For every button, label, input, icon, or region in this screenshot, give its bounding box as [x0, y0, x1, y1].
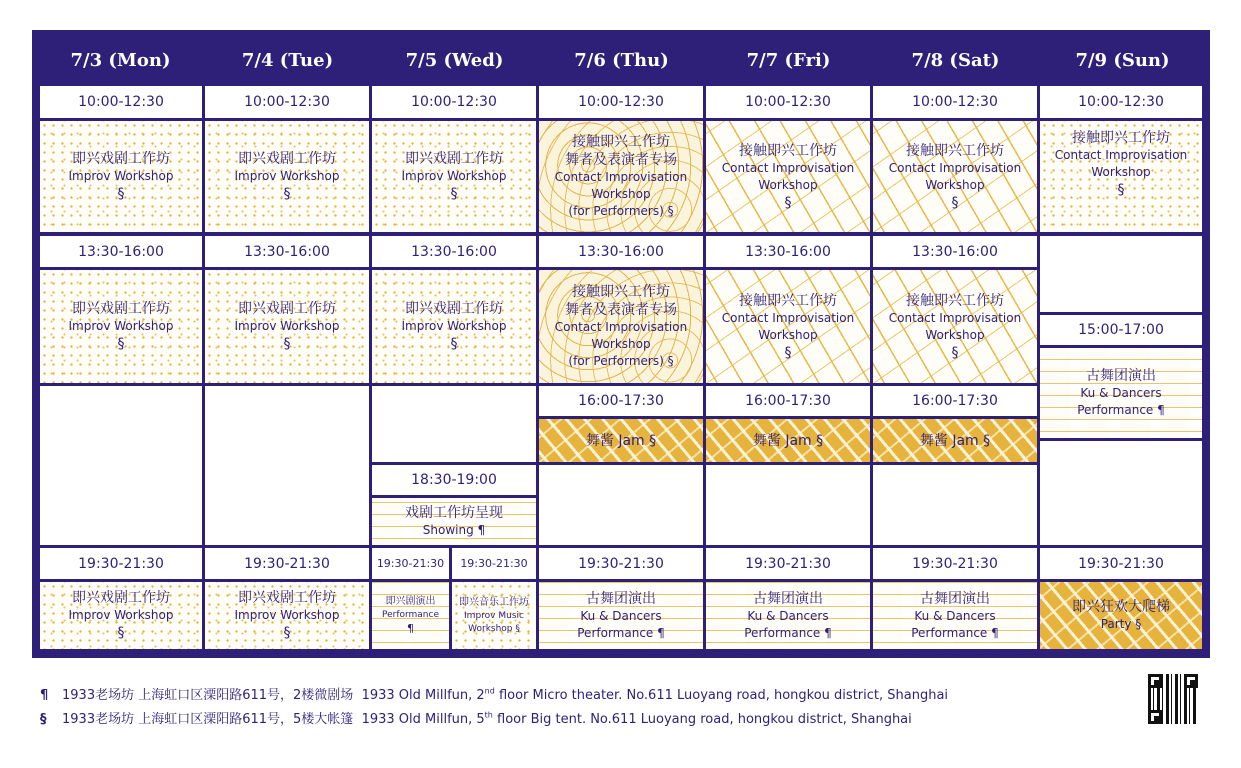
- event-title-zh: 即兴戏剧工作坊: [238, 301, 336, 317]
- event-subtitle-en: (for Performers) §: [568, 204, 674, 218]
- event-title-zh: 戏剧工作坊呈现: [405, 505, 503, 521]
- event-title-en: Workshop: [758, 177, 818, 192]
- event-showing: [372, 498, 536, 545]
- venue-mark: §: [1117, 182, 1125, 198]
- event-title: 舞酱 Jam §: [585, 432, 657, 449]
- day-header-thu: 7/6 (Thu): [574, 49, 669, 71]
- time-slot: 10:00-12:30: [40, 86, 202, 118]
- day-header-tue: 7/4 (Tue): [241, 49, 334, 71]
- event-title-en: Workshop: [591, 187, 651, 201]
- event-ku-dancers-performance: [539, 582, 703, 649]
- event-ku-dancers-performance: [1040, 348, 1202, 438]
- empty-slot: [1040, 236, 1202, 312]
- event-subtitle-en: (for Performers) §: [568, 354, 674, 368]
- footnote-zh: 1933老场坊 上海虹口区溧阳路611号，5楼大帐篷: [62, 712, 354, 727]
- event-ci-workshop: [706, 270, 870, 383]
- event-title-zh: 即兴音乐工作坊: [459, 596, 529, 608]
- time-slot: 13:30-16:00: [706, 236, 870, 267]
- event-improv-workshop: [205, 121, 369, 232]
- event-subtitle-en: Performance ¶: [577, 625, 665, 640]
- event-title-zh: 古舞团演出: [920, 590, 990, 607]
- event-title-en: Improv Workshop: [234, 169, 340, 183]
- event-title-zh: 接触即兴工作坊: [1072, 130, 1170, 146]
- time-slot: 10:00-12:30: [873, 86, 1037, 118]
- event-subtitle-en: Performance ¶: [744, 625, 832, 640]
- event-title-en: Ku & Dancers: [747, 608, 829, 623]
- event-title-zh: 古舞团演出: [586, 590, 656, 607]
- event-ci-workshop: [873, 270, 1037, 383]
- footnote-zh: 1933老场坊 上海虹口区溧阳路611号，2楼微剧场: [62, 688, 354, 703]
- venue-mark: §: [450, 186, 458, 202]
- day-header-sat: 7/8 (Sat): [911, 49, 1000, 71]
- day-header-mon: 7/3 (Mon): [70, 49, 171, 71]
- event-title-zh: 接触即兴工作坊: [739, 292, 837, 309]
- event-ci-performers-workshop: [539, 121, 703, 232]
- event-title-en: Contact Improvisation: [721, 160, 855, 175]
- time-slot: 19:30-21:30: [539, 548, 703, 579]
- section-mark: §: [40, 712, 47, 727]
- time-slot: 16:00-17:30: [539, 386, 703, 416]
- day-header-sun: 7/9 (Sun): [1075, 49, 1170, 71]
- event-subtitle-en: Performance ¶: [911, 625, 999, 640]
- venue-mark: §: [784, 194, 792, 211]
- event-title-en: Contact Improvisation: [554, 170, 688, 184]
- time-slot: 15:00-17:00: [1040, 315, 1202, 345]
- event-title-en: Showing ¶: [422, 523, 486, 537]
- empty-slot: [40, 386, 202, 545]
- event-title-zh: 古舞团演出: [753, 590, 823, 607]
- event-jam: [539, 419, 703, 462]
- event-title-en: Workshop: [758, 327, 818, 342]
- event-improv-workshop: [40, 121, 202, 232]
- empty-slot: [205, 386, 369, 545]
- event-title-en: Improv Workshop: [234, 608, 340, 622]
- day-header-fri: 7/7 (Fri): [746, 49, 831, 71]
- time-slot: 13:30-16:00: [205, 236, 369, 267]
- event-subtitle-zh: 舞者及表演者专场: [565, 152, 677, 168]
- event-ku-dancers-performance: [706, 582, 870, 649]
- footnote-ordinal: nd: [484, 686, 495, 696]
- venue-mark: §: [283, 336, 291, 352]
- event-title-en: Improv Workshop: [401, 169, 507, 183]
- empty-slot: [1040, 441, 1202, 545]
- event-title-en: Improv Workshop: [68, 169, 174, 183]
- time-slot: 16:00-17:30: [873, 386, 1037, 416]
- event-title-en: Contact Improvisation: [721, 310, 855, 325]
- event-improv-workshop: [40, 270, 202, 383]
- event-party: [1040, 582, 1202, 649]
- time-slot: 10:00-12:30: [539, 86, 703, 118]
- time-slot: 13:30-16:00: [372, 236, 536, 267]
- day-header-wed: 7/5 (Wed): [405, 49, 504, 71]
- time-slot: 10:00-12:30: [706, 86, 870, 118]
- event-title-zh: 即兴戏剧工作坊: [405, 301, 503, 317]
- event-title-en: Contact Improvisation: [888, 310, 1022, 325]
- event-title-zh: 即兴戏剧工作坊: [238, 590, 336, 606]
- footnote-en: 1933 Old Millfun, 5: [361, 712, 485, 727]
- event-title-zh: 接触即兴工作坊: [572, 134, 670, 150]
- time-slot: 19:30-21:30: [205, 548, 369, 579]
- event-improv-workshop: [205, 582, 369, 649]
- time-slot: 13:30-16:00: [40, 236, 202, 267]
- event-title-zh: 接触即兴工作坊: [572, 284, 670, 300]
- footnote-en-rest: floor Big tent. No.611 Luoyang road, hongkou district, Shanghai: [492, 712, 912, 727]
- venue-mark: §: [951, 194, 959, 211]
- time-slot: 19:30-21:30: [40, 548, 202, 579]
- empty-slot: [372, 386, 536, 462]
- event-title-en: Improv Music: [464, 610, 524, 621]
- venue-mark: §: [117, 336, 125, 352]
- venue-mark: §: [117, 186, 125, 202]
- event-title-en: Workshop: [925, 327, 985, 342]
- venue-mark: §: [283, 186, 291, 202]
- venue-mark: §: [117, 625, 125, 641]
- time-slot: 18:30-19:00: [372, 465, 536, 495]
- event-title-en: Performance: [381, 610, 440, 620]
- pilcrow-mark: ¶: [40, 688, 49, 703]
- event-title-en: Improv Workshop: [234, 319, 340, 333]
- event-improv-workshop: [372, 121, 536, 232]
- event-improv-performance: [372, 582, 449, 649]
- event-title-en: Improv Workshop: [401, 319, 507, 333]
- time-slot: 19:30-21:30: [1040, 548, 1202, 579]
- event-title-zh: 即兴剧演出: [385, 596, 436, 607]
- event-title-zh: 即兴戏剧工作坊: [238, 151, 336, 167]
- event-subtitle-en: Workshop §: [468, 623, 520, 634]
- event-title-zh: 接触即兴工作坊: [906, 142, 1004, 159]
- time-slot: 19:30-21:30: [372, 548, 449, 579]
- event-title-en: Workshop: [1091, 165, 1151, 179]
- empty-slot: [539, 465, 703, 545]
- footnote-en: 1933 Old Millfun, 2: [361, 688, 485, 703]
- footnote-venue-2f: [40, 684, 948, 703]
- time-slot: 13:30-16:00: [873, 236, 1037, 267]
- time-slot: 10:00-12:30: [372, 86, 536, 118]
- event-title-en: Contact Improvisation: [554, 320, 688, 334]
- event-title-en: Ku & Dancers: [580, 608, 662, 623]
- event-title-zh: 即兴戏剧工作坊: [72, 590, 170, 606]
- event-subtitle-en: Performance ¶: [1077, 403, 1165, 417]
- venue-mark: §: [784, 344, 792, 361]
- footnote-venue-5f: [40, 708, 912, 727]
- event-ci-workshop: [1040, 121, 1202, 232]
- event-title-en: Workshop: [925, 177, 985, 192]
- event-ku-dancers-performance: [873, 582, 1037, 649]
- time-slot: 19:30-21:30: [873, 548, 1037, 579]
- event-ci-performers-workshop: [539, 270, 703, 383]
- event-title-en: Ku & Dancers: [1080, 386, 1162, 400]
- venue-mark: §: [951, 344, 959, 361]
- event-title-en: Contact Improvisation: [888, 160, 1022, 175]
- event-title-zh: 即兴戏剧工作坊: [72, 301, 170, 317]
- footnote-ordinal: th: [484, 710, 493, 720]
- event-title: 舞酱 Jam §: [919, 432, 991, 449]
- time-slot: 19:30-21:30: [706, 548, 870, 579]
- empty-slot: [873, 465, 1037, 545]
- event-subtitle-zh: 舞者及表演者专场: [565, 302, 677, 318]
- event-improv-workshop: [40, 582, 202, 649]
- event-jam: [706, 419, 870, 462]
- event-improv-workshop: [205, 270, 369, 383]
- footnote-en-rest: floor Micro theater. No.611 Luoyang road, hongkou district, Shanghai: [494, 688, 949, 703]
- event-title-zh: 即兴狂欢大爬梯: [1072, 599, 1170, 615]
- time-slot: 10:00-12:30: [1040, 86, 1202, 118]
- event-ci-workshop: [873, 121, 1037, 232]
- event-title-en: Improv Workshop: [68, 319, 174, 333]
- event-title-en: Party §: [1100, 617, 1142, 631]
- event-title-zh: 即兴戏剧工作坊: [405, 151, 503, 167]
- event-title-en: Contact Improvisation: [1054, 148, 1188, 162]
- event-title-en: Improv Workshop: [68, 608, 174, 622]
- event-improv-music-workshop: [452, 582, 536, 649]
- event-title-zh: 即兴戏剧工作坊: [72, 151, 170, 167]
- event-title-en: Ku & Dancers: [914, 608, 996, 623]
- time-slot: 19:30-21:30: [452, 548, 536, 579]
- time-slot: 13:30-16:00: [539, 236, 703, 267]
- venue-mark: §: [450, 336, 458, 352]
- event-improv-workshop: [372, 270, 536, 383]
- empty-slot: [706, 465, 870, 545]
- event-title: 舞酱 Jam §: [752, 432, 824, 449]
- event-jam: [873, 419, 1037, 462]
- time-slot: 10:00-12:30: [205, 86, 369, 118]
- qr-code-icon: [1148, 674, 1198, 724]
- venue-mark: ¶: [407, 622, 414, 635]
- event-title-zh: 接触即兴工作坊: [739, 142, 837, 159]
- event-title-zh: 古舞团演出: [1086, 368, 1156, 384]
- event-ci-workshop: [706, 121, 870, 232]
- event-title-en: Workshop: [591, 337, 651, 351]
- event-title-zh: 接触即兴工作坊: [906, 292, 1004, 309]
- venue-mark: §: [283, 625, 291, 641]
- time-slot: 16:00-17:30: [706, 386, 870, 416]
